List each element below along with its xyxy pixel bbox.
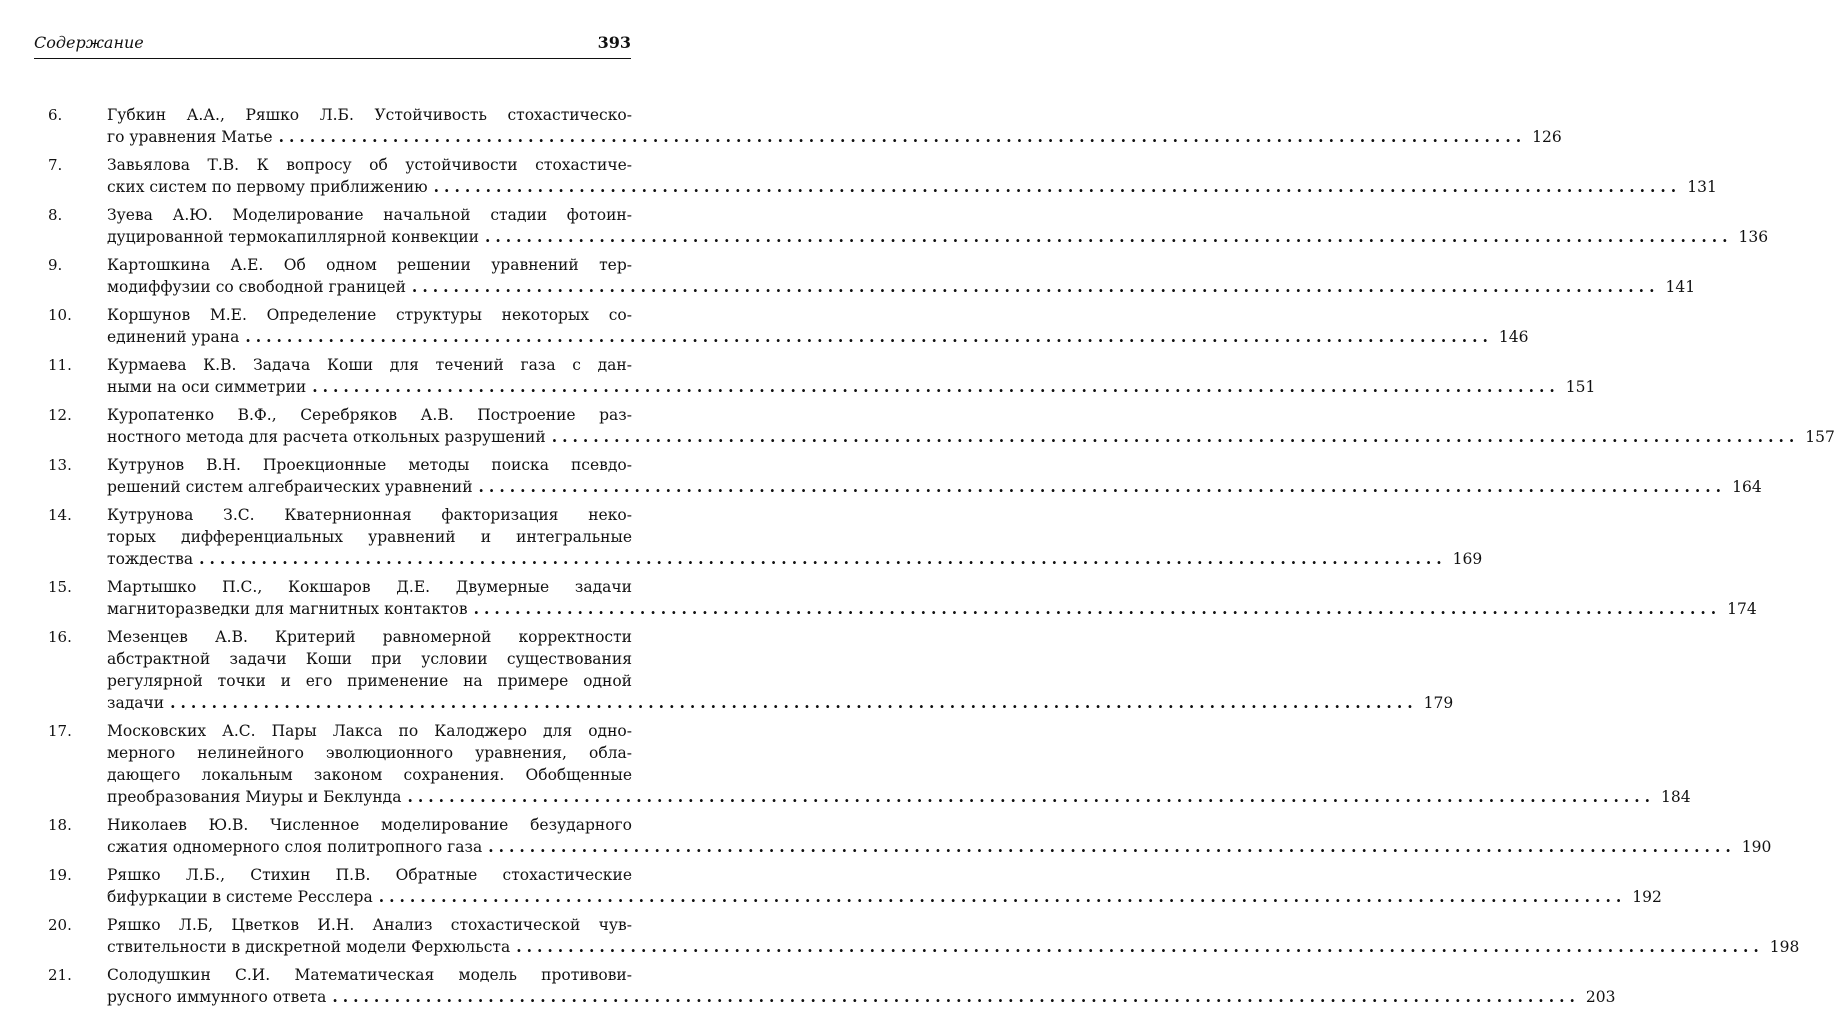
- entry-line-text: Коршунов М.Е. Определение структуры некоторых со-: [107, 306, 632, 324]
- entry-number: 16.: [48, 628, 72, 646]
- entry-line-text: Мезенцев А.В. Критерий равномерной корректности: [107, 628, 632, 646]
- entry-line-text: Губкин А.А., Ряшко Л.Б. Устойчивость стохастическо-: [107, 106, 632, 124]
- toc-entry: [34, 404, 1835, 448]
- entry-line: [107, 964, 632, 986]
- entry-line-text: магниторазведки для магнитных контактов: [107, 600, 468, 618]
- dot-leader: ........................................................................................................................: [378, 887, 1627, 906]
- entry-page-number: 190: [1741, 838, 1772, 856]
- entry-line: [107, 504, 632, 526]
- entry-line-text: абстрактной задачи Коши при условии существования: [107, 650, 632, 668]
- entry-title: [107, 404, 1835, 448]
- entry-line-text: Московских А.С. Пары Лакса по Калоджеро для одно-: [107, 722, 632, 740]
- entry-line: [107, 304, 632, 326]
- entry-page-number: 174: [1727, 600, 1757, 618]
- entry-line: [107, 176, 1717, 198]
- entry-line: [107, 526, 632, 548]
- entry-line-text: Ряшко Л.Б, Цветков И.Н. Анализ стохастической чув-: [107, 916, 632, 934]
- entry-line-text: Курмаева К.В. Задача Коши для течений газа с дан-: [107, 356, 632, 374]
- toc-entry: [34, 254, 1696, 298]
- entry-line: [107, 814, 632, 836]
- entry-line: [107, 986, 1616, 1008]
- dot-leader: ........................................................................................................................: [516, 937, 1764, 956]
- dot-leader: ........................................................................................................................: [478, 477, 1727, 496]
- dot-leader: ........................................................................................................................: [312, 377, 1560, 396]
- entry-line: [107, 626, 632, 648]
- entry-number: 9.: [48, 256, 63, 274]
- entry-page-number: 164: [1732, 478, 1762, 496]
- toc-entry: [34, 864, 1662, 908]
- entry-line-text: преобразования Миуры и Беклунда: [107, 788, 402, 806]
- dot-leader: ........................................................................................................................: [411, 277, 1660, 296]
- entry-line: [107, 648, 632, 670]
- entry-number: 8.: [48, 206, 63, 224]
- entry-line-text: Ряшко Л.Б., Стихин П.В. Обратные стохастические: [107, 866, 632, 884]
- entry-title: [107, 576, 1757, 620]
- entry-line: [107, 692, 1454, 714]
- entry-title: [107, 154, 1717, 198]
- entry-line-text: торых дифференциальных уравнений и интегральные: [107, 528, 632, 546]
- dot-leader: ........................................................................................................................: [433, 177, 1682, 196]
- entry-line: [107, 864, 632, 886]
- toc-entry: [34, 354, 1596, 398]
- entry-page-number: 157: [1805, 428, 1835, 446]
- entry-number: 12.: [48, 406, 72, 424]
- entry-line: [107, 154, 632, 176]
- entry-title: [107, 254, 1696, 298]
- entry-line-text: ских систем по первому приближению: [107, 178, 428, 196]
- entry-line-text: Кутрунов В.Н. Проекционные методы поиска псевдо-: [107, 456, 632, 474]
- entry-line: [107, 426, 1835, 448]
- entry-line: [107, 126, 1562, 148]
- toc-entry: [34, 964, 1616, 1008]
- entry-line: [107, 454, 632, 476]
- entry-page-number: 203: [1585, 988, 1616, 1006]
- entry-line: [107, 836, 1772, 858]
- toc-entry: [34, 720, 1691, 808]
- entry-line-text: Кутрунова З.С. Кватернионная факторизация неко-: [107, 506, 632, 524]
- entry-number: 10.: [48, 306, 72, 324]
- entry-page-number: 184: [1661, 788, 1691, 806]
- entry-line-text: ствительности в дискретной модели Ферхюльста: [107, 938, 511, 956]
- entry-title: [107, 914, 1800, 958]
- entry-line: [107, 476, 1762, 498]
- entry-title: [107, 864, 1662, 908]
- entry-line-text: ностного метода для расчета откольных разрушений: [107, 428, 546, 446]
- entry-line: [107, 204, 632, 226]
- toc-entry: [34, 626, 1454, 714]
- entry-line: [107, 786, 1691, 808]
- entry-page-number: 151: [1565, 378, 1596, 396]
- dot-leader: ........................................................................................................................: [245, 327, 1493, 346]
- entry-title: [107, 454, 1762, 498]
- entry-number: 15.: [48, 578, 72, 596]
- entry-line-text: Мартышко П.С., Кокшаров Д.Е. Двумерные задачи: [107, 578, 632, 596]
- dot-leader: ........................................................................................................................: [484, 227, 1733, 246]
- dot-leader: ........................................................................................................................: [473, 599, 1722, 618]
- entry-number: 19.: [48, 866, 72, 884]
- entry-line: [107, 670, 632, 692]
- entry-number: 18.: [48, 816, 72, 834]
- entry-line-text: регулярной точки и его применение на примере одной: [107, 672, 632, 690]
- page-number: 393: [597, 33, 631, 52]
- entry-line-text: единений урана: [107, 328, 240, 346]
- dot-leader: ........................................................................................................................: [407, 787, 1656, 806]
- entry-number: 13.: [48, 456, 72, 474]
- entry-line: [107, 914, 632, 936]
- entry-line-text: го уравнения Матье: [107, 128, 273, 146]
- entry-line: [107, 742, 632, 764]
- entry-line: [107, 548, 1483, 570]
- entry-line-text: Зуева А.Ю. Моделирование начальной стадии фотоин-: [107, 206, 632, 224]
- entry-line: [107, 404, 632, 426]
- entry-line-text: бифуркации в системе Ресслера: [107, 888, 373, 906]
- toc-entry: [34, 304, 1529, 348]
- entry-line: [107, 886, 1662, 908]
- entry-line-text: ными на оси симметрии: [107, 378, 307, 396]
- toc-entry: [34, 454, 1762, 498]
- entry-line: [107, 254, 632, 276]
- toc-entry: [34, 576, 1757, 620]
- entry-page-number: 169: [1452, 550, 1483, 568]
- entry-page-number: 131: [1687, 178, 1717, 196]
- entry-page-number: 136: [1738, 228, 1769, 246]
- dot-leader: ........................................................................................................................: [278, 127, 1527, 146]
- table-of-contents: [34, 104, 1835, 1014]
- dot-leader: ........................................................................................................................: [199, 549, 1447, 568]
- entry-line-text: решений систем алгебраических уравнений: [107, 478, 473, 496]
- entry-title: [107, 104, 1562, 148]
- entry-number: 21.: [48, 966, 72, 984]
- entry-line: [107, 276, 1696, 298]
- entry-line: [107, 354, 632, 376]
- entry-line: [107, 720, 632, 742]
- entry-line-text: русного иммунного ответа: [107, 988, 327, 1006]
- entry-page-number: 126: [1532, 128, 1562, 146]
- entry-line: [107, 104, 632, 126]
- dot-leader: ........................................................................................................................: [488, 837, 1736, 856]
- entry-line-text: задачи: [107, 694, 165, 712]
- toc-entry: [34, 154, 1717, 198]
- entry-title: [107, 626, 1454, 714]
- entry-title: [107, 720, 1691, 808]
- entry-title: [107, 204, 1769, 248]
- entry-line-text: мерного нелинейного эволюционного уравнения, обла-: [107, 744, 632, 762]
- entry-line-text: Картошкина А.Е. Об одном решении уравнений тер-: [107, 256, 632, 274]
- entry-line: [107, 764, 632, 786]
- entry-title: [107, 814, 1772, 858]
- entry-page-number: 146: [1498, 328, 1529, 346]
- toc-entry: [34, 204, 1769, 248]
- entry-page-number: 141: [1665, 278, 1696, 296]
- toc-entry: [34, 814, 1772, 858]
- entry-number: 11.: [48, 356, 72, 374]
- entry-line-text: модиффузии со свободной границей: [107, 278, 406, 296]
- entry-line: [107, 936, 1800, 958]
- entry-line-text: Куропатенко В.Ф., Серебряков А.В. Построение раз-: [107, 406, 632, 424]
- toc-entry: [34, 504, 1483, 570]
- dot-leader: ........................................................................................................................: [551, 427, 1800, 446]
- entry-title: [107, 354, 1596, 398]
- entry-title: [107, 964, 1616, 1008]
- entry-number: 6.: [48, 106, 63, 124]
- entry-line-text: Завьялова Т.В. К вопросу об устойчивости стохастиче-: [107, 156, 632, 174]
- entry-page-number: 198: [1769, 938, 1800, 956]
- entry-line-text: Солодушкин С.И. Математическая модель противови-: [107, 966, 632, 984]
- entry-line-text: сжатия одномерного слоя политропного газа: [107, 838, 483, 856]
- entry-line-text: Николаев Ю.В. Численное моделирование безударного: [107, 816, 632, 834]
- entry-number: 17.: [48, 722, 72, 740]
- entry-number: 14.: [48, 506, 72, 524]
- entry-line-text: дуцированной термокапиллярной конвекции: [107, 228, 479, 246]
- entry-line: [107, 376, 1596, 398]
- entry-page-number: 179: [1423, 694, 1454, 712]
- entry-title: [107, 304, 1529, 348]
- entry-line-text: дающего локальным законом сохранения. Обобщенные: [107, 766, 632, 784]
- entry-line: [107, 576, 632, 598]
- running-title: Содержание: [34, 33, 144, 52]
- entry-line: [107, 326, 1529, 348]
- entry-line: [107, 598, 1757, 620]
- entry-line-text: тождества: [107, 550, 194, 568]
- entry-number: 7.: [48, 156, 63, 174]
- dot-leader: ........................................................................................................................: [332, 987, 1580, 1006]
- entry-number: 20.: [48, 916, 72, 934]
- entry-page-number: 192: [1632, 888, 1662, 906]
- dot-leader: ........................................................................................................................: [170, 693, 1418, 712]
- running-header: [34, 33, 631, 59]
- entry-title: [107, 504, 1483, 570]
- entry-line: [107, 226, 1769, 248]
- toc-entry: [34, 104, 1562, 148]
- toc-entry: [34, 914, 1800, 958]
